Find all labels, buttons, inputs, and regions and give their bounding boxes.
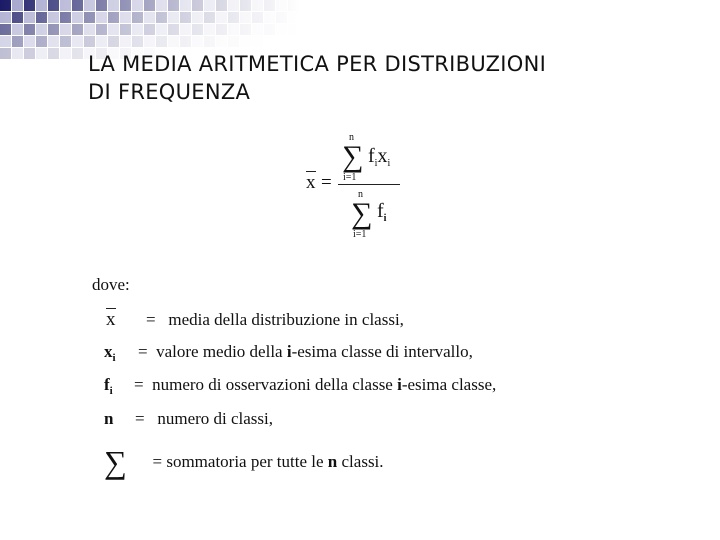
denominator-sigma-icon: ∑ [351, 197, 373, 230]
title-line-1: LA MEDIA ARITMETICA PER DISTRIBUZIONI [88, 52, 547, 76]
legend-symbol-xbar: x [106, 309, 116, 330]
formula-lhs-x: x [306, 172, 316, 193]
fraction-line [338, 184, 400, 185]
legend-sigma-icon: ∑ [104, 444, 127, 480]
numerator-f-sub: i [374, 158, 378, 169]
legend-row-xi: $x_i$ = valore medio della i-esima classe di intervallo, [104, 342, 473, 364]
numerator-lower-limit: i=1 [343, 172, 357, 183]
legend-row-sigma: ∑ = sommatoria per tutte le n classi. [104, 444, 384, 480]
legend-row-xbar: x = media della distribuzione in classi, [106, 309, 404, 330]
denominator-f-sub: i [383, 213, 387, 224]
denominator-upper-limit: n [358, 189, 363, 200]
numerator-x: x [377, 145, 388, 167]
legend-row-fi: $f_i$ = numero di osservazioni della classe i-esima classe, [104, 375, 497, 397]
legend-symbol-n: n [104, 409, 114, 428]
numerator-x-sub: i [387, 158, 391, 169]
denominator-f: f [377, 200, 384, 222]
legend-symbol-f: f [104, 375, 110, 394]
numerator-f: f [368, 145, 375, 167]
formula-equals: = [321, 172, 332, 193]
slide-title [88, 50, 546, 106]
denominator-lower-limit: i=1 [353, 229, 367, 240]
numerator-sigma-icon: ∑ [342, 140, 364, 173]
legend-intro: dove: [92, 275, 130, 294]
legend-desc: media della distribuzione in classi, [168, 310, 404, 329]
legend-row-n: n = numero di classi, [104, 409, 274, 428]
numerator-upper-limit: n [349, 132, 354, 143]
title-line-2: DI FREQUENZA [88, 80, 251, 104]
legend-symbol-x: x [104, 342, 113, 361]
